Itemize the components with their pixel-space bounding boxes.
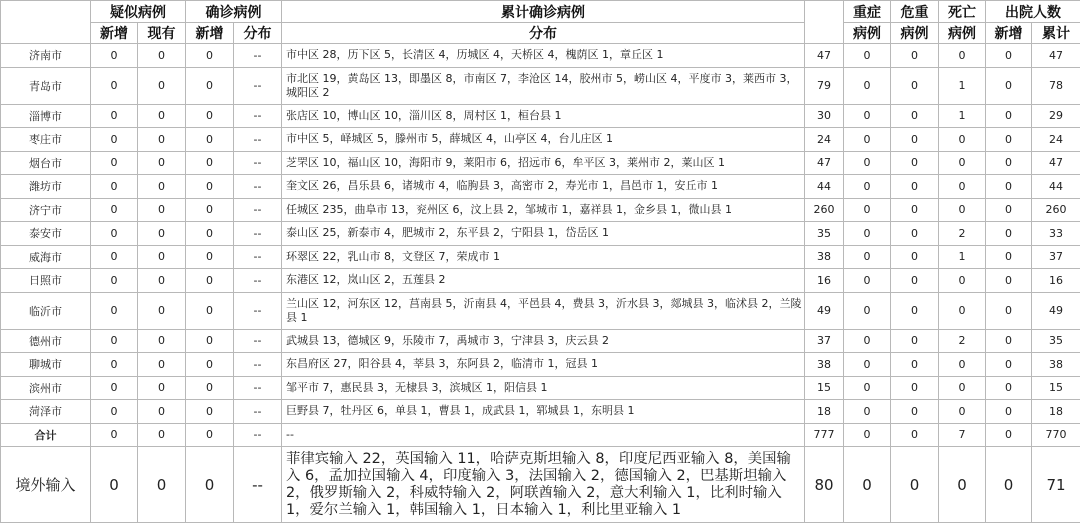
- confirmed-distribution: --: [234, 353, 282, 377]
- discharged-new: 0: [986, 400, 1032, 424]
- cumulative-total: 777: [805, 423, 844, 447]
- table-row: [1, 67, 1080, 104]
- suspected-new: 0: [91, 353, 138, 377]
- confirmed-new: 0: [186, 269, 234, 293]
- death-count: 0: [939, 447, 986, 523]
- critical-count: 0: [891, 447, 939, 523]
- cumulative-total: 260: [805, 198, 844, 222]
- cumulative-total: 47: [805, 151, 844, 175]
- district-distribution: 菲律宾输入 22，英国输入 11，哈萨克斯坦输入 8，印度尼西亚输入 8，美国输入 6，孟加拉国输入 4，印度输入 3，法国输入 2，德国输入 2，巴基斯坦输入 2，俄罗斯输入 2，科威特输入 2，阿联酋输入 2，意大利输入 1，比利时输入 1，爱尔兰输入 1，韩国输入 1，日本输入 1，利比里亚输入 1: [282, 447, 805, 523]
- cumulative-total: 24: [805, 128, 844, 152]
- discharged-cumulative: 16: [1032, 269, 1080, 293]
- city-name: 烟台市: [1, 151, 91, 175]
- table-row: [1, 175, 1080, 199]
- city-name: 泰安市: [1, 222, 91, 246]
- death-count: 0: [939, 151, 986, 175]
- severe-count: 0: [844, 423, 891, 447]
- death-count: 1: [939, 67, 986, 104]
- suspected-current: 0: [138, 44, 186, 68]
- district-distribution: 张店区 10，博山区 10，淄川区 8，周村区 1，桓台县 1: [282, 104, 805, 128]
- district-distribution: 市北区 19，黄岛区 13，即墨区 8，市南区 7，李沧区 14，胶州市 5，崂山区 4，平度市 3，莱西市 3，城阳区 2: [282, 67, 805, 104]
- critical-count: 0: [891, 198, 939, 222]
- discharged-new: 0: [986, 292, 1032, 329]
- suspected-new: 0: [91, 292, 138, 329]
- district-distribution: 市中区 28，历下区 5，长清区 4，历城区 4，天桥区 4，槐荫区 1，章丘区 1: [282, 44, 805, 68]
- critical-count: 0: [891, 292, 939, 329]
- discharged-new: 0: [986, 269, 1032, 293]
- cumulative-total: 18: [805, 400, 844, 424]
- district-distribution: 任城区 235，曲阜市 13，兖州区 6，汶上县 2，邹城市 1，嘉祥县 1，金乡县 1，微山县 1: [282, 198, 805, 222]
- discharged-cumulative: 770: [1032, 423, 1080, 447]
- district-distribution: --: [282, 423, 805, 447]
- discharged-cumulative: 71: [1032, 447, 1080, 523]
- confirmed-distribution: --: [234, 44, 282, 68]
- discharged-cumulative: 47: [1032, 151, 1080, 175]
- critical-count: 0: [891, 376, 939, 400]
- death-count: 0: [939, 175, 986, 199]
- critical-count: 0: [891, 128, 939, 152]
- confirmed-new: 0: [186, 222, 234, 246]
- discharged-new: 0: [986, 198, 1032, 222]
- city-name: 合计: [1, 423, 91, 447]
- city-name: 滨州市: [1, 376, 91, 400]
- death-count: 1: [939, 245, 986, 269]
- suspected-current: 0: [138, 151, 186, 175]
- death-count: 0: [939, 44, 986, 68]
- imported-row: [1, 447, 1080, 523]
- header-severe-cases: 病例: [844, 23, 891, 44]
- suspected-new: 0: [91, 400, 138, 424]
- table-row: [1, 104, 1080, 128]
- city-name: 潍坊市: [1, 175, 91, 199]
- discharged-new: 0: [986, 44, 1032, 68]
- city-name: 淄博市: [1, 104, 91, 128]
- city-name: 境外输入: [1, 447, 91, 523]
- death-count: 0: [939, 376, 986, 400]
- suspected-current: 0: [138, 269, 186, 293]
- severe-count: 0: [844, 175, 891, 199]
- header-discharged-new: 新增: [986, 23, 1032, 44]
- suspected-new: 0: [91, 423, 138, 447]
- critical-count: 0: [891, 44, 939, 68]
- confirmed-distribution: --: [234, 423, 282, 447]
- death-count: 0: [939, 400, 986, 424]
- cumulative-total: 80: [805, 447, 844, 523]
- city-name: 德州市: [1, 329, 91, 353]
- suspected-new: 0: [91, 44, 138, 68]
- confirmed-new: 0: [186, 175, 234, 199]
- suspected-new: 0: [91, 104, 138, 128]
- table-row: [1, 400, 1080, 424]
- severe-count: 0: [844, 128, 891, 152]
- confirmed-new: 0: [186, 400, 234, 424]
- table-row: [1, 376, 1080, 400]
- city-name: 临沂市: [1, 292, 91, 329]
- suspected-current: 0: [138, 423, 186, 447]
- district-distribution: 巨野县 7，牡丹区 6，单县 1，曹县 1，成武县 1，郓城县 1，东明县 1: [282, 400, 805, 424]
- suspected-new: 0: [91, 447, 138, 523]
- discharged-new: 0: [986, 353, 1032, 377]
- suspected-current: 0: [138, 104, 186, 128]
- confirmed-new: 0: [186, 104, 234, 128]
- suspected-new: 0: [91, 329, 138, 353]
- confirmed-new: 0: [186, 353, 234, 377]
- severe-count: 0: [844, 245, 891, 269]
- death-count: 2: [939, 329, 986, 353]
- district-distribution: 泰山区 25，新泰市 4，肥城市 2，东平县 2，宁阳县 1，岱岳区 1: [282, 222, 805, 246]
- header-death: 死亡: [939, 1, 986, 23]
- suspected-new: 0: [91, 128, 138, 152]
- header-severe: 重症: [844, 1, 891, 23]
- severe-count: 0: [844, 376, 891, 400]
- table-row: [1, 128, 1080, 152]
- city-name: 日照市: [1, 269, 91, 293]
- discharged-cumulative: 24: [1032, 128, 1080, 152]
- cumulative-total: 35: [805, 222, 844, 246]
- discharged-new: 0: [986, 329, 1032, 353]
- header-discharged: 出院人数: [986, 1, 1080, 23]
- city-name: 枣庄市: [1, 128, 91, 152]
- confirmed-distribution: --: [234, 198, 282, 222]
- header-suspected: 疑似病例: [91, 1, 186, 23]
- district-distribution: 武城县 13，德城区 9，乐陵市 7，禹城市 3，宁津县 3，庆云县 2: [282, 329, 805, 353]
- critical-count: 0: [891, 175, 939, 199]
- header-suspected-new: 新增: [91, 23, 138, 44]
- suspected-current: 0: [138, 198, 186, 222]
- district-distribution: 市中区 5，峄城区 5，滕州市 5，薛城区 4，山亭区 4，台儿庄区 1: [282, 128, 805, 152]
- critical-count: 0: [891, 245, 939, 269]
- header-cumulative-distribution: 分布: [282, 23, 805, 44]
- table-row: [1, 329, 1080, 353]
- severe-count: 0: [844, 353, 891, 377]
- suspected-current: 0: [138, 67, 186, 104]
- confirmed-new: 0: [186, 423, 234, 447]
- death-count: 0: [939, 269, 986, 293]
- cumulative-total: 44: [805, 175, 844, 199]
- cumulative-total: 15: [805, 376, 844, 400]
- header-critical: 危重: [891, 1, 939, 23]
- header-confirmed: 确诊病例: [186, 1, 282, 23]
- confirmed-distribution: --: [234, 329, 282, 353]
- cumulative-total: 79: [805, 67, 844, 104]
- suspected-new: 0: [91, 175, 138, 199]
- confirmed-distribution: --: [234, 67, 282, 104]
- discharged-new: 0: [986, 222, 1032, 246]
- cumulative-total: 47: [805, 44, 844, 68]
- death-count: 2: [939, 222, 986, 246]
- confirmed-distribution: --: [234, 128, 282, 152]
- discharged-new: 0: [986, 151, 1032, 175]
- critical-count: 0: [891, 353, 939, 377]
- severe-count: 0: [844, 151, 891, 175]
- discharged-cumulative: 29: [1032, 104, 1080, 128]
- discharged-cumulative: 44: [1032, 175, 1080, 199]
- suspected-current: 0: [138, 400, 186, 424]
- discharged-cumulative: 35: [1032, 329, 1080, 353]
- confirmed-distribution: --: [234, 400, 282, 424]
- discharged-cumulative: 33: [1032, 222, 1080, 246]
- critical-count: 0: [891, 151, 939, 175]
- table-row: [1, 222, 1080, 246]
- cumulative-total: 38: [805, 353, 844, 377]
- suspected-current: 0: [138, 447, 186, 523]
- header-confirmed-new: 新增: [186, 23, 234, 44]
- suspected-new: 0: [91, 222, 138, 246]
- table-row: [1, 245, 1080, 269]
- header-discharged-cumulative: 累计: [1032, 23, 1080, 44]
- confirmed-new: 0: [186, 128, 234, 152]
- city-name: 济宁市: [1, 198, 91, 222]
- death-count: 0: [939, 292, 986, 329]
- table-row: [1, 151, 1080, 175]
- discharged-cumulative: 260: [1032, 198, 1080, 222]
- city-name: 菏泽市: [1, 400, 91, 424]
- table-row: [1, 353, 1080, 377]
- table-row: [1, 44, 1080, 68]
- suspected-current: 0: [138, 245, 186, 269]
- table-row: [1, 198, 1080, 222]
- district-distribution: 兰山区 12，河东区 12，莒南县 5，沂南县 4，平邑县 4，费县 3，沂水县 3，郯城县 3，临沭县 2，兰陵县 1: [282, 292, 805, 329]
- suspected-new: 0: [91, 376, 138, 400]
- city-name: 济南市: [1, 44, 91, 68]
- header-confirmed-distribution: 分布: [234, 23, 282, 44]
- header-suspected-current: 现有: [138, 23, 186, 44]
- discharged-cumulative: 78: [1032, 67, 1080, 104]
- discharged-new: 0: [986, 423, 1032, 447]
- confirmed-new: 0: [186, 292, 234, 329]
- header-death-cases: 病例: [939, 23, 986, 44]
- corner-cell: [1, 1, 91, 44]
- critical-count: 0: [891, 423, 939, 447]
- suspected-new: 0: [91, 269, 138, 293]
- severe-count: 0: [844, 44, 891, 68]
- confirmed-new: 0: [186, 447, 234, 523]
- critical-count: 0: [891, 104, 939, 128]
- cumulative-total: 37: [805, 329, 844, 353]
- cumulative-total: 49: [805, 292, 844, 329]
- city-name: 威海市: [1, 245, 91, 269]
- discharged-cumulative: 37: [1032, 245, 1080, 269]
- severe-count: 0: [844, 222, 891, 246]
- severe-count: 0: [844, 67, 891, 104]
- discharged-cumulative: 47: [1032, 44, 1080, 68]
- city-name: 聊城市: [1, 353, 91, 377]
- confirmed-new: 0: [186, 245, 234, 269]
- suspected-new: 0: [91, 198, 138, 222]
- death-count: 0: [939, 128, 986, 152]
- confirmed-distribution: --: [234, 376, 282, 400]
- severe-count: 0: [844, 292, 891, 329]
- death-count: 1: [939, 104, 986, 128]
- header-critical-cases: 病例: [891, 23, 939, 44]
- suspected-current: 0: [138, 353, 186, 377]
- discharged-new: 0: [986, 128, 1032, 152]
- cumulative-total: 16: [805, 269, 844, 293]
- discharged-cumulative: 38: [1032, 353, 1080, 377]
- confirmed-distribution: --: [234, 245, 282, 269]
- table-row: [1, 269, 1080, 293]
- critical-count: 0: [891, 269, 939, 293]
- severe-count: 0: [844, 104, 891, 128]
- cumulative-total: 38: [805, 245, 844, 269]
- confirmed-distribution: --: [234, 175, 282, 199]
- confirmed-distribution: --: [234, 222, 282, 246]
- confirmed-new: 0: [186, 44, 234, 68]
- confirmed-new: 0: [186, 329, 234, 353]
- death-count: 7: [939, 423, 986, 447]
- critical-count: 0: [891, 400, 939, 424]
- death-count: 0: [939, 353, 986, 377]
- district-distribution: 邹平市 7，惠民县 3，无棣县 3，滨城区 1，阳信县 1: [282, 376, 805, 400]
- confirmed-new: 0: [186, 151, 234, 175]
- suspected-new: 0: [91, 67, 138, 104]
- suspected-current: 0: [138, 222, 186, 246]
- district-distribution: 东港区 12，岚山区 2，五莲县 2: [282, 269, 805, 293]
- table-row: [1, 292, 1080, 329]
- discharged-cumulative: 15: [1032, 376, 1080, 400]
- critical-count: 0: [891, 222, 939, 246]
- confirmed-distribution: --: [234, 447, 282, 523]
- confirmed-new: 0: [186, 198, 234, 222]
- header-cumulative-total-spacer: [805, 1, 844, 44]
- discharged-new: 0: [986, 245, 1032, 269]
- confirmed-distribution: --: [234, 269, 282, 293]
- discharged-new: 0: [986, 175, 1032, 199]
- suspected-new: 0: [91, 245, 138, 269]
- totals-row: [1, 423, 1080, 447]
- district-distribution: 东昌府区 27，阳谷县 4，莘县 3，东阿县 2，临清市 1，冠县 1: [282, 353, 805, 377]
- district-distribution: 奎文区 26，昌乐县 6，诸城市 4，临朐县 3，高密市 2，寿光市 1，昌邑市 1，安丘市 1: [282, 175, 805, 199]
- severe-count: 0: [844, 329, 891, 353]
- discharged-cumulative: 18: [1032, 400, 1080, 424]
- discharged-new: 0: [986, 104, 1032, 128]
- confirmed-distribution: --: [234, 151, 282, 175]
- confirmed-new: 0: [186, 67, 234, 104]
- discharged-cumulative: 49: [1032, 292, 1080, 329]
- severe-count: 0: [844, 269, 891, 293]
- discharged-new: 0: [986, 67, 1032, 104]
- suspected-current: 0: [138, 175, 186, 199]
- header-cumulative: 累计确诊病例: [282, 1, 805, 23]
- severe-count: 0: [844, 198, 891, 222]
- suspected-new: 0: [91, 151, 138, 175]
- death-count: 0: [939, 198, 986, 222]
- district-distribution: 芝罘区 10，福山区 10，海阳市 9，莱阳市 6，招远市 6，牟平区 3，莱州市 2，莱山区 1: [282, 151, 805, 175]
- severe-count: 0: [844, 447, 891, 523]
- confirmed-new: 0: [186, 376, 234, 400]
- confirmed-distribution: --: [234, 104, 282, 128]
- critical-count: 0: [891, 67, 939, 104]
- cumulative-total: 30: [805, 104, 844, 128]
- city-name: 青岛市: [1, 67, 91, 104]
- confirmed-distribution: --: [234, 292, 282, 329]
- suspected-current: 0: [138, 329, 186, 353]
- discharged-new: 0: [986, 376, 1032, 400]
- critical-count: 0: [891, 329, 939, 353]
- suspected-current: 0: [138, 128, 186, 152]
- discharged-new: 0: [986, 447, 1032, 523]
- severe-count: 0: [844, 400, 891, 424]
- district-distribution: 环翠区 22，乳山市 8，文登区 7，荣成市 1: [282, 245, 805, 269]
- suspected-current: 0: [138, 376, 186, 400]
- suspected-current: 0: [138, 292, 186, 329]
